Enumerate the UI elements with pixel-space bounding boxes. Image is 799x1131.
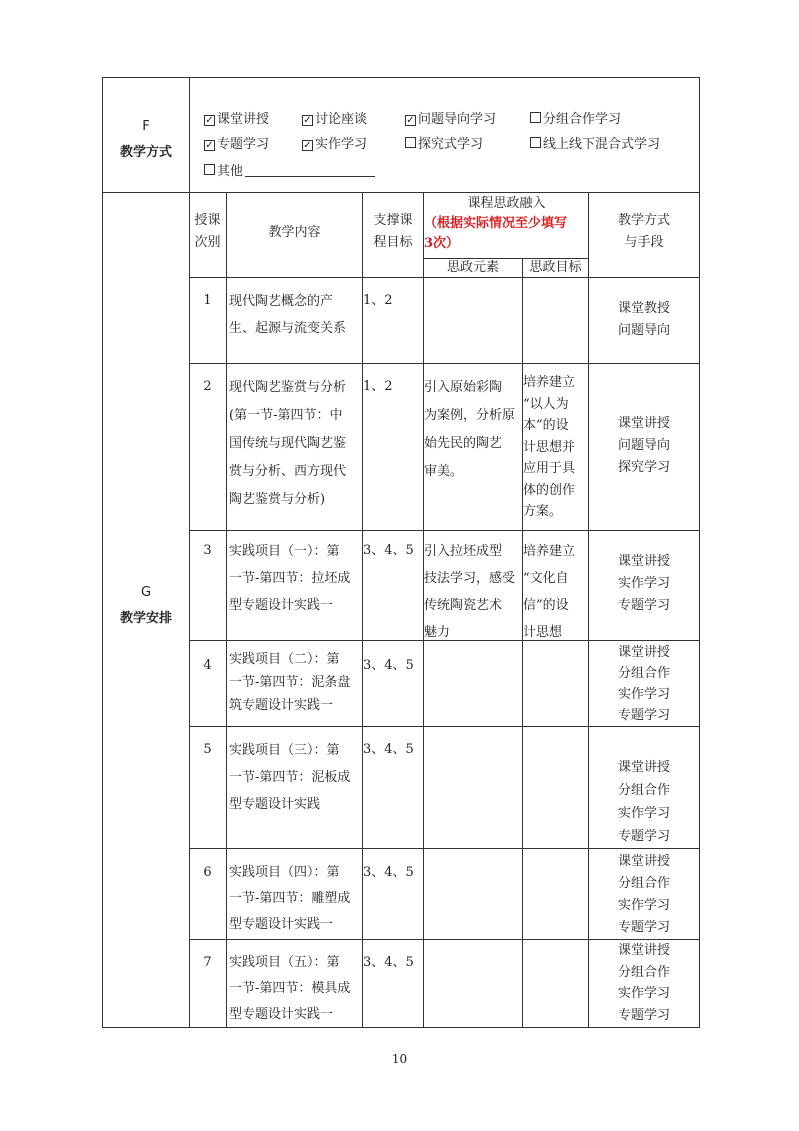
option-problem-based[interactable]: ✓ 问题导向学习 xyxy=(406,112,497,127)
course-goal: 3、4、5 xyxy=(363,742,414,757)
page-number: 10 xyxy=(391,1052,408,1066)
checkbox-empty-icon[interactable] xyxy=(405,137,416,148)
session-number: 5 xyxy=(203,742,212,757)
course-goal: 3、4、5 xyxy=(363,865,414,880)
teaching-content: 现代陶艺鉴赏与分析 (第一节-第四节：中 国传统与现代陶艺鉴 赏与分析、西方现代 陶艺鉴赏与分析) xyxy=(229,380,347,507)
session-number: 6 xyxy=(203,865,212,880)
teaching-content: 实践项目（四）：第 一节-第四节：雕塑成 型专题设计实践一 xyxy=(229,865,351,932)
teaching-method: 课堂讲授 分组合作 实作学习 专题学习 xyxy=(617,943,670,1023)
checkbox-checked-icon[interactable]: ✓ xyxy=(303,140,312,151)
session-number: 3 xyxy=(203,543,212,558)
header-session: 授课 次别 xyxy=(194,213,221,250)
option-practice-learning[interactable]: ✓ 实作学习 xyxy=(303,137,368,152)
header-objective: 思政目标 xyxy=(529,260,582,275)
row-divider-2 xyxy=(189,530,700,531)
course-goal: 3、4、5 xyxy=(363,955,414,970)
option-lecture[interactable]: ✓ 课堂讲授 xyxy=(205,112,270,127)
checkbox-checked-icon[interactable]: ✓ xyxy=(303,115,312,126)
section-g-label xyxy=(103,580,189,632)
table-border-top xyxy=(102,77,700,78)
session-number: 2 xyxy=(203,379,212,394)
course-goal: 1、2 xyxy=(363,293,393,308)
course-goal: 1、2 xyxy=(363,379,393,394)
ideology-element: 引入原始彩陶 为案例，分析原 始先民的陶艺 审美。 xyxy=(424,380,516,479)
row-divider-4 xyxy=(189,726,700,727)
teaching-method: 课堂讲授 实作学习 专题学习 xyxy=(617,554,670,613)
table-border-bottom xyxy=(102,1027,700,1028)
section-f-letter: F xyxy=(142,119,150,134)
teaching-method: 课堂讲授 分组合作 实作学习 专题学习 xyxy=(617,760,670,844)
table-border-right xyxy=(699,77,700,1028)
ideology-objective: 培养建立 “文化自 信”的设 计思想 xyxy=(523,544,576,640)
col-divider-2 xyxy=(362,192,363,1028)
teaching-content: 实践项目（三）：第 一节-第四节：泥板成 型专题设计实践 xyxy=(229,743,351,812)
teaching-content: 实践项目（二）：第 一节-第四节：泥条盘 筑专题设计实践一 xyxy=(229,652,351,713)
option-inquiry-learning[interactable]: 探究式学习 xyxy=(405,133,483,152)
table-border-left xyxy=(102,77,103,1028)
teaching-method: 课堂讲授 分组合作 实作学习 专题学习 xyxy=(617,645,670,723)
checkbox-checked-icon[interactable]: ✓ xyxy=(205,140,214,151)
section-g-title: 教学安排 xyxy=(119,611,172,626)
header-content: 教学内容 xyxy=(268,225,321,240)
session-number: 4 xyxy=(203,658,212,673)
teaching-content: 现代陶艺概念的产 生、起源与流变关系 xyxy=(229,294,347,336)
checkbox-empty-icon[interactable] xyxy=(204,164,215,175)
course-goal: 3、4、5 xyxy=(363,543,414,558)
teaching-method: 课堂讲授 分组合作 实作学习 专题学习 xyxy=(617,854,670,935)
section-f-label xyxy=(103,114,189,166)
option-other[interactable]: 其他 xyxy=(204,160,243,179)
session-number: 7 xyxy=(203,955,212,970)
header-method: 教学方式 与手段 xyxy=(617,213,670,250)
checkbox-checked-icon[interactable]: ✓ xyxy=(205,115,214,126)
section-f-title: 教学方式 xyxy=(119,145,172,160)
ideology-objective: 培养建立 “以人为 本”的设 计思想并 应用于具 体的创作 方案。 xyxy=(523,375,576,519)
row-divider-5 xyxy=(189,848,700,849)
option-topic-learning[interactable]: ✓ 专题学习 xyxy=(205,137,270,152)
ideology-element: 引入拉坯成型 技法学习，感受 传统陶瓷艺术 魅力 xyxy=(424,544,516,640)
section-divider xyxy=(102,192,700,193)
header-ideology: 课程思政融入 （根据实际情况至少填写 3次） xyxy=(424,196,568,251)
row-divider-1 xyxy=(189,363,700,364)
col-divider-1 xyxy=(226,192,227,1028)
option-blended-learning[interactable]: 线上线下混合式学习 xyxy=(530,133,660,152)
section-g-letter: G xyxy=(140,585,152,600)
other-blank-field[interactable] xyxy=(245,176,375,177)
header-goal: 支撑课 程目标 xyxy=(373,213,413,250)
checkbox-empty-icon[interactable] xyxy=(530,137,541,148)
teaching-method: 课堂讲授 问题导向 探究学习 xyxy=(617,416,670,475)
option-group-cooperation[interactable]: 分组合作学习 xyxy=(530,108,621,127)
session-number: 1 xyxy=(203,293,212,308)
header-element: 思政元素 xyxy=(446,260,499,275)
teaching-content: 实践项目（一）：第 一节-第四节：拉坯成 型专题设计实践一 xyxy=(229,544,351,613)
option-discussion[interactable]: ✓ 讨论座谈 xyxy=(303,112,368,127)
teaching-content: 实践项目（五）：第 一节-第四节：模具成 型专题设计实践一 xyxy=(229,955,351,1022)
checkbox-checked-icon[interactable]: ✓ xyxy=(406,115,415,126)
teaching-method: 课堂教授 问题导向 xyxy=(617,301,670,338)
course-goal: 3、4、5 xyxy=(363,658,414,673)
checkbox-empty-icon[interactable] xyxy=(530,112,541,123)
